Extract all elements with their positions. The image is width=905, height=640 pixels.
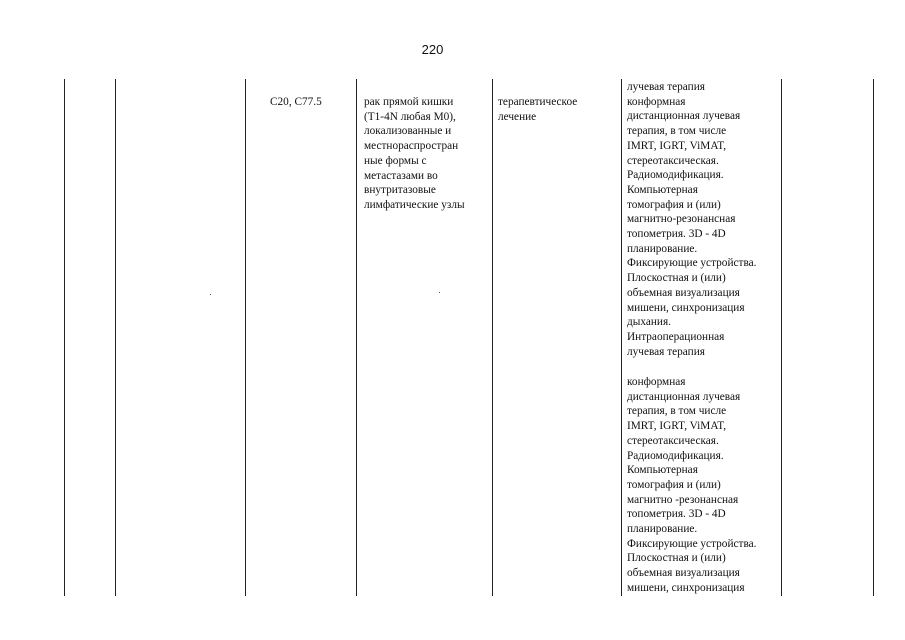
scan-speck <box>439 292 440 293</box>
table-column-border <box>356 79 357 596</box>
scan-speck <box>210 294 211 295</box>
table-column-border <box>873 79 874 596</box>
treatment-method-block-1: лучевая терапия конформная дистанционная лучевая терапия, в том числе IMRT, IGRT, ViMAT, стереотаксическая. Радиомодификация. Компьютерная томография и (или) магнитно-резонансная топометрия. 3D - 4D планирование. Фиксирующие устройства. Плоскостная и (или) объемная визуализация мишени, синхронизация дыхания. Интраоперационная лучевая терапия <box>627 81 757 358</box>
table-column-border <box>64 79 65 596</box>
treatment-method-block-2: конформная дистанционная лучевая терапия, в том числе IMRT, IGRT, ViMAT, стереотаксическая. Радиомодификация. Компьютерная томография и (или) магнитно -резонансная топометрия. 3D - 4D планирование. Фиксирующие устройства. Плоскостная и (или) объемная визуализация мишени, синхронизация <box>627 376 757 594</box>
treatment-type-cell: терапевтическое лечение <box>498 96 578 123</box>
table-column-border <box>621 79 622 596</box>
table-column-border <box>781 79 782 596</box>
page-number: 220 <box>421 42 444 57</box>
diagnosis-cell: рак прямой кишки (T1-4N любая M0), локализованные и местнораспростран ные формы с метастазами во внутритазовые лимфатические узлы <box>364 96 465 211</box>
table-column-border <box>115 79 116 596</box>
diagnosis-codes-cell: C20, C77.5 <box>270 96 322 108</box>
table-column-border <box>492 79 493 596</box>
table-column-border <box>245 79 246 596</box>
